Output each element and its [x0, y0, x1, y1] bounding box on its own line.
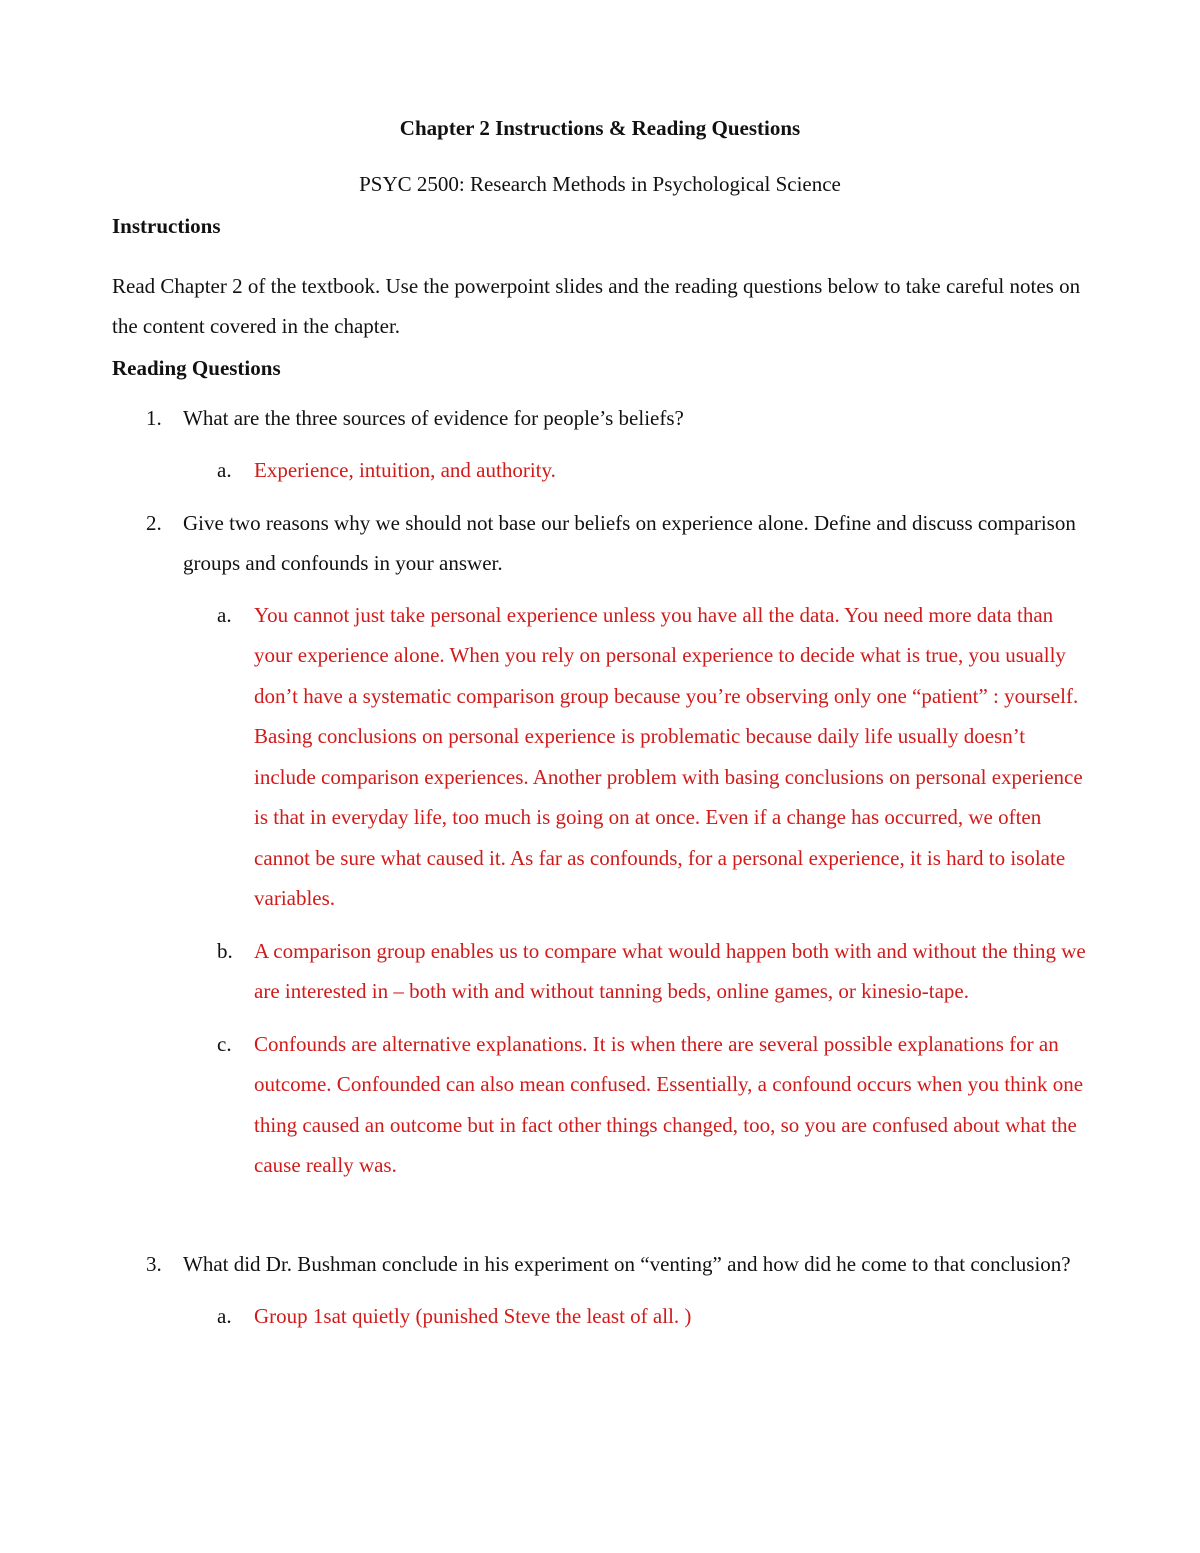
answer-text: You cannot just take personal experience unless you have all the data. You need more data than your experience alone. When you rely on personal experience to decide what is true, you usually don’t have a systematic comparison group because you’re observing only one “patient” : yourself. Basing conclusions on personal experience is problematic because daily life usually doesn’t include comparison experiences. Another problem with basing conclusions on personal experience is that in everyday life, too much is going on at once. Even if a change has occurred, we often cannot be sure what caused it. As far as confounds, for a personal experience, it is hard to isolate variables.: [254, 602, 1083, 910]
answer-list: [183, 595, 1088, 1186]
course-subtitle: PSYC 2500: Research Methods in Psychological Science: [359, 172, 841, 196]
answer-text: Group 1sat quietly (punished Steve the least of all. ): [254, 1303, 692, 1328]
instructions-heading: Instructions: [112, 214, 221, 238]
answer-item: [183, 450, 1088, 491]
question-list: [112, 398, 1088, 1336]
answer-item: [183, 595, 1088, 919]
answer-text: A comparison group enables us to compare what would happen both with and without the thing we are interested in – both with and without tanning beds, online games, or kinesio-tape.: [254, 938, 1086, 1003]
question-number: 2.: [146, 510, 162, 535]
question-item: [112, 503, 1088, 1186]
answer-item: [183, 1296, 1088, 1337]
answer-letter: a.: [217, 602, 232, 627]
question-text: Give two reasons why we should not base our beliefs on experience alone. Define and discuss comparison groups and confounds in your answer.: [183, 510, 1076, 575]
question-number: 3.: [146, 1251, 162, 1276]
instructions-paragraph: Read Chapter 2 of the textbook. Use the powerpoint slides and the reading questions below to take careful notes on the content covered in the chapter.: [112, 274, 1081, 338]
answer-list: [183, 1296, 1088, 1337]
answer-item: [183, 1024, 1088, 1186]
answer-letter: a.: [217, 458, 232, 482]
answer-letter: b.: [217, 938, 233, 963]
document-title: Chapter 2 Instructions & Reading Questions: [399, 116, 801, 140]
question-item: [112, 398, 1088, 491]
question-text: What did Dr. Bushman conclude in his experiment on “venting” and how did he come to that conclusion?: [183, 1251, 1071, 1276]
reading-questions-heading: Reading Questions: [112, 356, 281, 380]
answer-letter: a.: [217, 1303, 232, 1328]
answer-text: Confounds are alternative explanations. It is when there are several possible explanations for an outcome. Confounded can also mean confused. Essentially, a confound occurs when you think one thing caused an outcome but in fact other things changed, too, so you are confused about what the cause really was.: [254, 1031, 1084, 1177]
question-text: What are the three sources of evidence for people’s beliefs?: [183, 406, 684, 430]
answer-letter: c.: [217, 1031, 232, 1056]
question-item: [112, 1244, 1088, 1337]
answer-item: [183, 931, 1088, 1012]
answer-text: Experience, intuition, and authority.: [254, 458, 556, 482]
answer-list: [183, 450, 1088, 491]
question-number: 1.: [146, 406, 162, 430]
